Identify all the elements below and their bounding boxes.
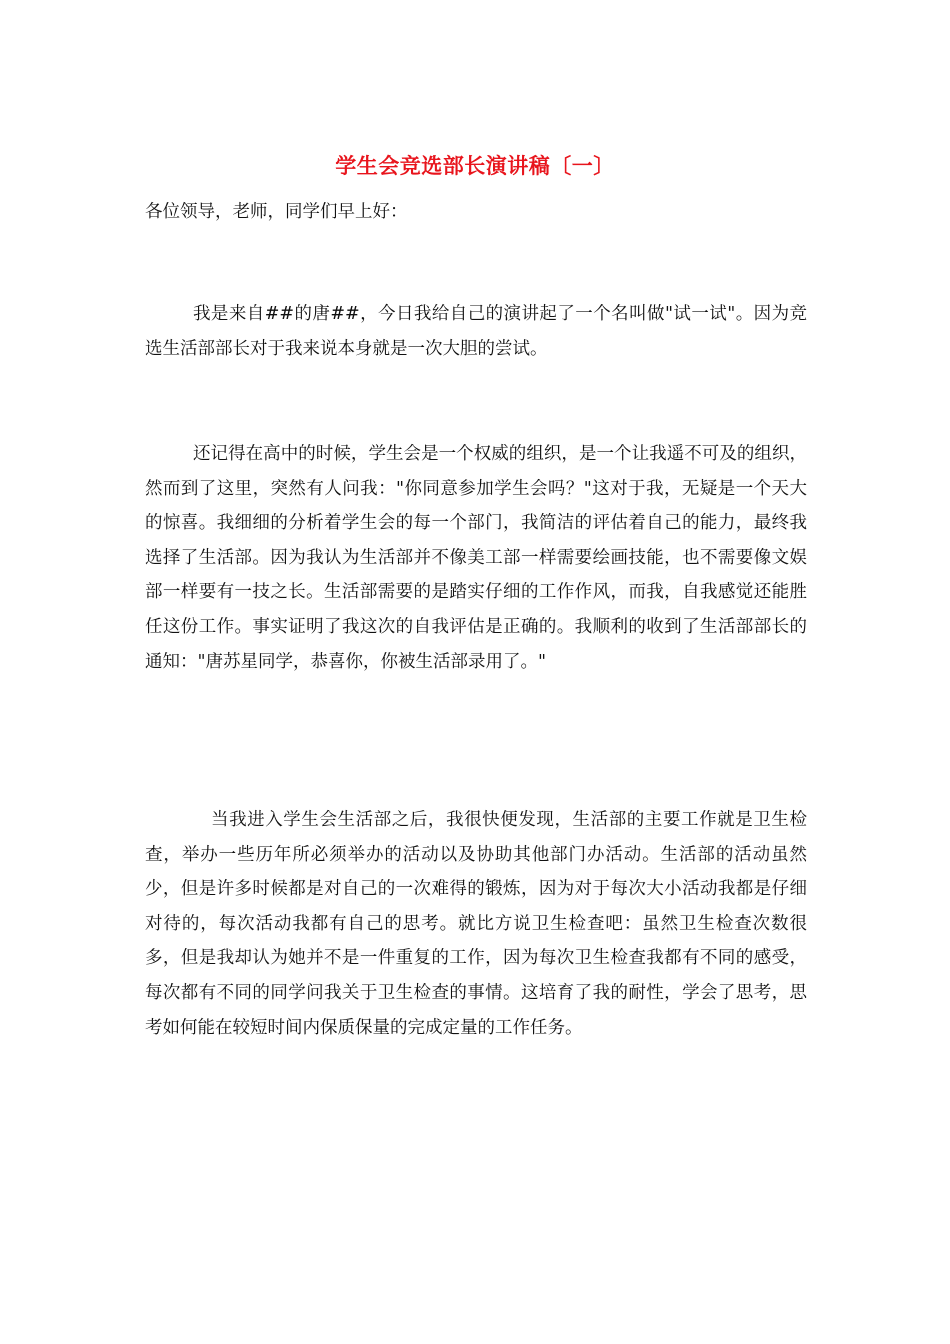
paragraph-1: 我是来自##的唐##，今日我给自己的演讲起了一个名叫做"试一试"。因为竞选生活部部长对于我来说本身就是一次大胆的尝试。 [145,304,807,359]
paragraph-2: 还记得在高中的时候，学生会是一个权威的组织，是一个让我遥不可及的组织，然而到了这里，突然有人问我："你同意参加学生会吗？"这对于我，无疑是一个天大的惊喜。我细细的分析着学生会的每一个部门，我简洁的评估着自己的能力，最终我选择了生活部。因为我认为生活部并不像美工部一样需要绘画技能，也不需要像文娱部一样要有一技之长。生活部需要的是踏实仔细的工作作风，而我，自我感觉还能胜任这份工作。事实证明了我这次的自我评估是正确的。我顺利的收到了生活部部长的通知："唐苏星同学，恭喜你，你被生活部录用了。" [145,444,807,672]
paragraph-3: 当我进入学生会生活部之后，我很快便发现，生活部的主要工作就是卫生检查，举办一些历年所必须举办的活动以及协助其他部门办活动。生活部的活动虽然少，但是许多时候都是对自己的一次难得的锻炼，因为对于每次大小活动我都是仔细对待的，每次活动我都有自己的思考。就比方说卫生检查吧：虽然卫生检查次数很多，但是我却认为她并不是一件重复的工作，因为每次卫生检查我都有不同的感受，每次都有不同的同学问我关于卫生检查的事情。这培育了我的耐性，学会了思考，思考如何能在较短时间内保质保量的完成定量的工作任务。 [145,810,807,1038]
document-title: 学生会竞选部长演讲稿〔一〕 [335,153,615,178]
greeting-line: 各位领导，老师，同学们早上好： [145,202,408,222]
